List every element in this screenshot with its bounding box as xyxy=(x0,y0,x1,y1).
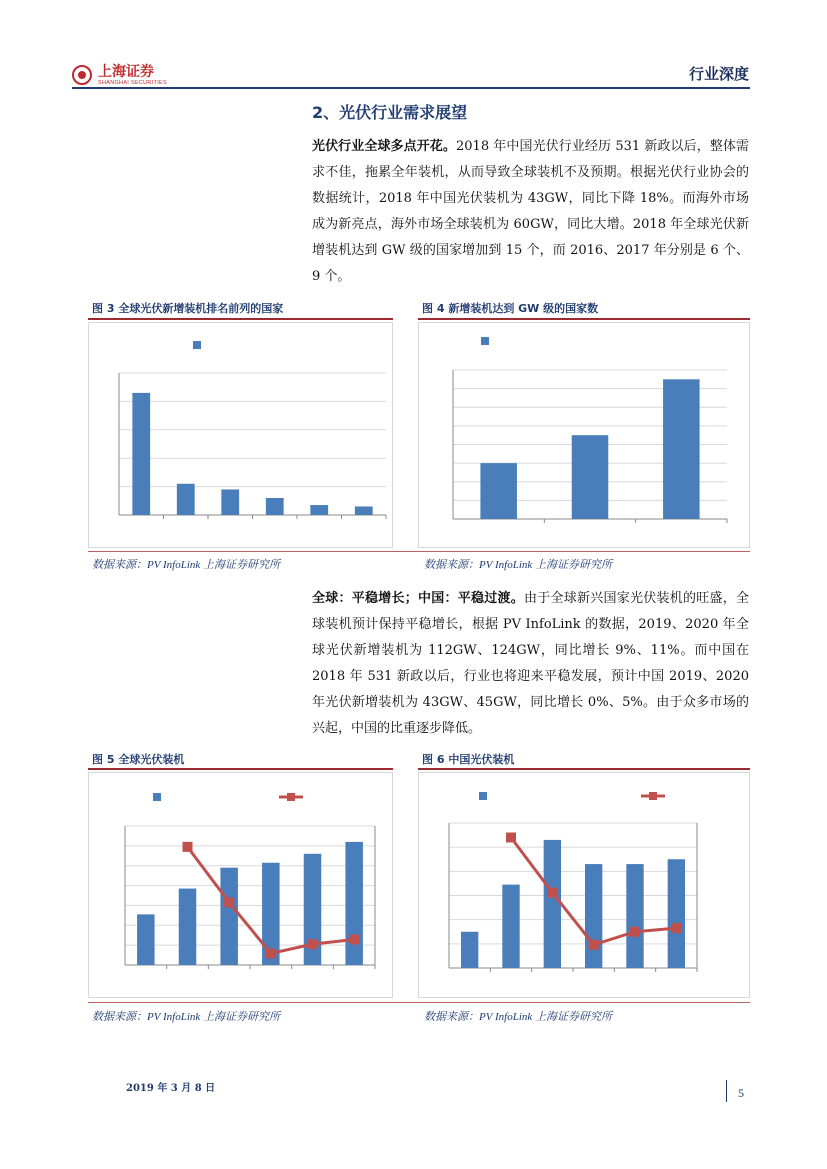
fig3-title-rule xyxy=(88,318,393,320)
paragraph-2-body: 由于全球新兴国家光伏装机的旺盛，全球装机预计保持平稳增长，根据 PV InfoLink 的数据，2019、2020 年全球光伏新增装机为 112GW、124GW，同比增长 9%、11%。而中国在 2018 年 531 新政以后，行业也将迎来平稳发展，预计中国 2019、2020 年光伏新增装机为 43GW、45GW，同比增长 0%、5%。由于众多市场的兴起，中国的比重逐步降低。 xyxy=(312,591,749,736)
logo-name-en: SHANGHAI SECURITIES xyxy=(98,80,167,86)
fig6-yoy-point xyxy=(547,888,557,898)
fig5-title: 图 5 全球光伏装机 xyxy=(92,753,185,766)
paragraph-1-body: 2018 年中国光伏行业经历 531 新政以后，整体需求不佳，拖累全年装机，从而导致全球装机不及预期。根据光伏行业协会的数据统计，2018 年中国光伏装机为 43GW，同比下降 18%。而海外市场成为新亮点，海外市场全球装机为 60GW，同比大增。2018 年全球光伏新增装机达到 GW 级的国家增加到 15 个，而 2016、2017 年分别是 6 个、9 个。 xyxy=(312,139,749,284)
fig3-bar xyxy=(355,506,373,515)
fig5-bar xyxy=(179,889,197,965)
fig5-yoy-point xyxy=(349,935,359,945)
fig6-bar xyxy=(502,885,519,968)
fig6-bar xyxy=(626,864,643,968)
paragraph-2 xyxy=(312,586,749,742)
fig3-chart xyxy=(88,322,393,548)
fig5-yoy-point xyxy=(308,939,318,949)
fig6-bar xyxy=(585,864,602,968)
footer-divider xyxy=(726,1080,727,1102)
fig5-title-rule xyxy=(88,768,393,770)
fig3-bar xyxy=(310,505,328,515)
fig4-bar xyxy=(572,435,609,519)
logo-emblem-icon xyxy=(72,65,92,85)
fig4-chart xyxy=(418,322,750,548)
fig5-yoy-point xyxy=(224,897,234,907)
fig5-source: 数据来源：PV InfoLink 上海证券研究所 xyxy=(92,1011,281,1023)
footer-date: 2019 年 3 月 8 日 xyxy=(126,1083,216,1094)
fig6-yoy-point xyxy=(506,833,516,843)
fig4-title: 图 4 新增装机达到 GW 级的国家数 xyxy=(422,302,599,315)
fig3-title: 图 3 全球光伏新增装机排名前列的国家 xyxy=(92,302,284,315)
fig4-legend-swatch xyxy=(481,337,489,345)
fig6-yoy-point xyxy=(589,940,599,950)
fig5-legend-marker-swatch xyxy=(287,793,295,801)
paragraph-2-lead: 全球：平稳增长；中国：平稳过渡。 xyxy=(312,591,524,606)
company-logo xyxy=(72,60,182,90)
fig6-yoy-point xyxy=(630,927,640,937)
fig5-bar xyxy=(137,914,155,965)
fig3-bar xyxy=(132,393,150,515)
fig6-yoy-point xyxy=(671,923,681,933)
fig3-bar xyxy=(221,489,239,515)
fig6-chart xyxy=(418,772,750,998)
fig6-title: 图 6 中国光伏装机 xyxy=(422,753,515,766)
fig5-bar xyxy=(345,842,363,965)
fig3-source: 数据来源：PV InfoLink 上海证券研究所 xyxy=(92,559,281,571)
fig5-chart xyxy=(88,772,393,998)
logo-name-cn: 上海证券 xyxy=(98,64,154,80)
fig6-bar xyxy=(544,840,561,968)
paragraph-1 xyxy=(312,134,749,290)
fig3-bar xyxy=(177,484,195,515)
fig4-bar xyxy=(480,463,517,519)
fig6-bar xyxy=(461,932,478,968)
fig6-legend-swatch xyxy=(479,792,487,800)
fig3-legend-swatch xyxy=(193,341,201,349)
paragraph-1-lead: 光伏行业全球多点开花。 xyxy=(312,139,456,154)
fig6-title-rule xyxy=(418,768,750,770)
fig4-source: 数据来源：PV InfoLink 上海证券研究所 xyxy=(424,559,613,571)
fig56-bottom-rule xyxy=(88,1002,750,1003)
fig5-bar xyxy=(220,868,238,965)
fig5-legend-swatch xyxy=(153,793,161,801)
fig5-yoy-point xyxy=(266,948,276,958)
report-type-label: 行业深度 xyxy=(688,65,749,83)
fig4-bar xyxy=(663,379,700,519)
fig6-bar xyxy=(668,859,685,968)
fig3-bar xyxy=(266,498,284,515)
fig34-bottom-rule xyxy=(88,551,750,552)
section-title: 2、光伏行业需求展望 xyxy=(312,103,468,122)
fig6-source: 数据来源：PV InfoLink 上海证券研究所 xyxy=(424,1011,613,1023)
fig5-yoy-point xyxy=(183,842,193,852)
fig4-title-rule xyxy=(418,318,750,320)
fig6-legend-marker-swatch xyxy=(649,792,657,800)
page-number: 5 xyxy=(738,1086,744,1100)
header-divider xyxy=(72,87,750,89)
